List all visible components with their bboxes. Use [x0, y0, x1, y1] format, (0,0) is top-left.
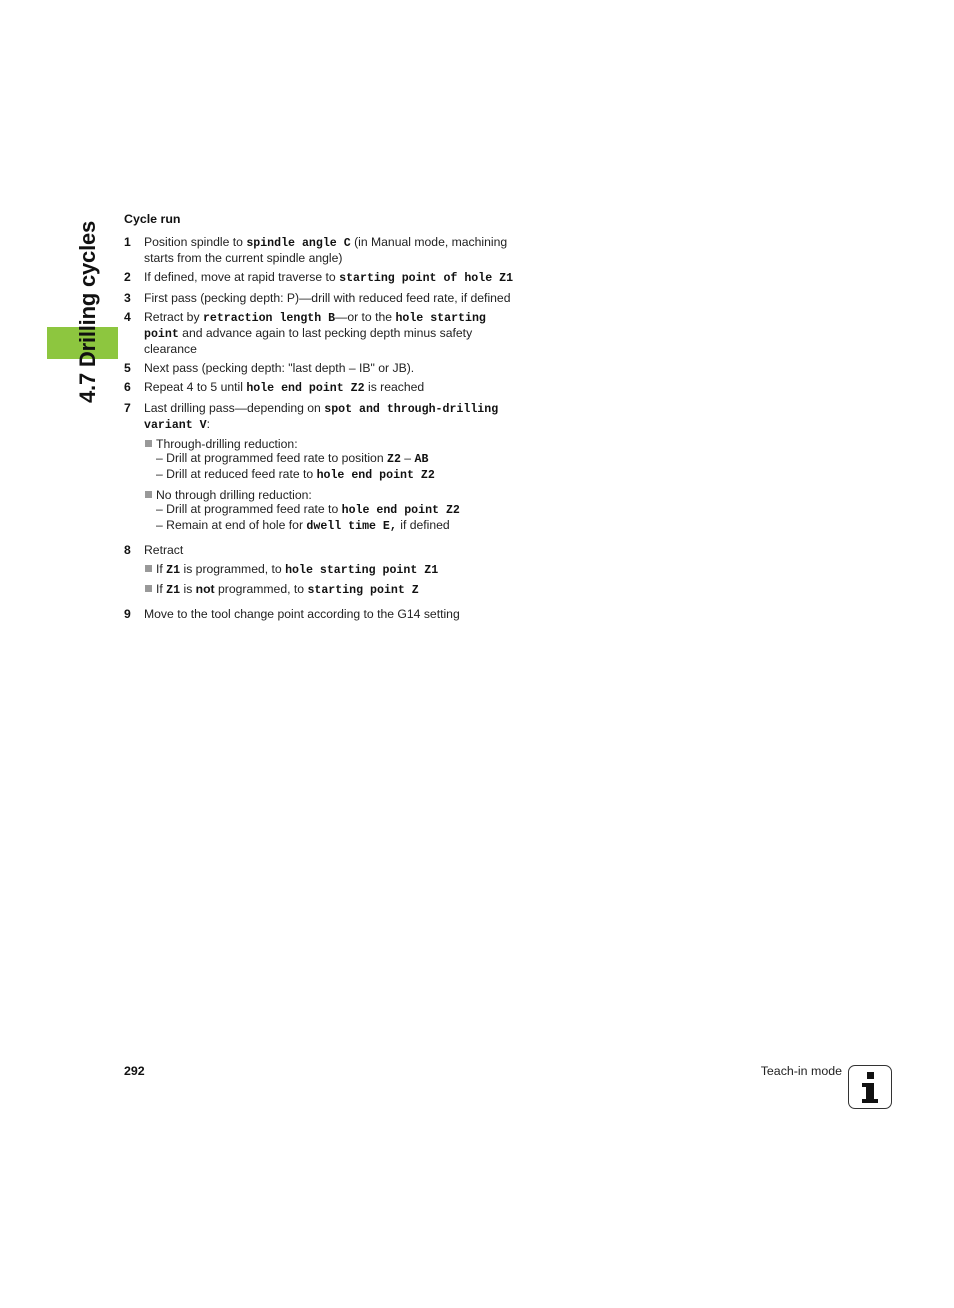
parameter-name: spindle angle C: [246, 237, 351, 250]
step-number: 6: [124, 380, 131, 394]
dash-text: –: [400, 451, 415, 465]
step-text: Retract: [144, 543, 184, 557]
bullet-text: programmed, to: [214, 582, 308, 596]
dash-item: [156, 518, 524, 534]
step-number: 5: [124, 361, 131, 375]
parameter-name: AB: [414, 453, 429, 466]
bullet-label: Through-drilling reduction:: [156, 437, 298, 451]
dash-text: – Drill at reduced feed rate to: [156, 467, 317, 481]
parameter-name: Z2: [387, 453, 401, 466]
step-text: First pass (pecking depth: P)—drill with reduced feed rate, if defined: [144, 291, 511, 305]
step-7: [124, 401, 524, 534]
step-text: Last drilling pass—depending on: [144, 401, 325, 415]
step-5: [124, 361, 524, 375]
step-number: 8: [124, 543, 131, 557]
bullet-text: is: [180, 582, 196, 596]
dash-item: [156, 467, 524, 483]
step-text: Repeat 4 to 5 until: [144, 380, 247, 394]
parameter-name: hole end point Z2: [246, 382, 365, 395]
parameter-name: Z1: [166, 564, 181, 577]
step-1: [124, 235, 524, 265]
bullet-square-icon: [145, 565, 152, 572]
step-text: Retract by: [144, 310, 203, 324]
bullet-z1-programmed: [144, 562, 524, 578]
bullet-text: If: [156, 562, 167, 576]
parameter-name: spot and through-drilling variant V: [144, 403, 499, 432]
section-heading: Cycle run: [124, 212, 181, 226]
bullet-text: is programmed, to: [180, 562, 286, 576]
step-9: [124, 607, 524, 621]
parameter-name: hole starting point: [144, 312, 486, 341]
step-number: 4: [124, 310, 131, 324]
dash-text: if defined: [396, 518, 450, 532]
dash-text: – Remain at end of hole for: [156, 518, 307, 532]
step-text: is reached: [364, 380, 425, 394]
step-number: 7: [124, 401, 131, 415]
step-number: 3: [124, 291, 131, 305]
step-3: [124, 291, 524, 305]
step-text: and advance again to last pecking depth minus safety clearance: [144, 326, 473, 356]
step-2: [124, 270, 524, 286]
parameter-name: hole starting point Z1: [285, 564, 439, 577]
step-8: [124, 543, 524, 598]
dash-item: [156, 451, 524, 467]
step-number: 1: [124, 235, 131, 249]
step-4: [124, 310, 524, 356]
step-text: Position spindle to: [144, 235, 247, 249]
bullet-square-icon: [145, 440, 152, 447]
bullet-square-icon: [145, 491, 152, 498]
step-text: Next pass (pecking depth: "last depth – IB" or JB).: [144, 361, 415, 375]
parameter-name: starting point of hole Z1: [339, 272, 514, 285]
dash-text: – Drill at programmed feed rate to position: [156, 451, 387, 465]
parameter-name: hole end point Z2: [316, 469, 435, 482]
dash-text: – Drill at programmed feed rate to: [156, 502, 342, 516]
step-6: [124, 380, 524, 396]
step-number: 9: [124, 607, 131, 621]
bullet-square-icon: [145, 585, 152, 592]
step-text: (in Manual mode, machining starts from the current spindle angle): [144, 235, 508, 265]
parameter-name: hole end point Z2: [341, 504, 460, 517]
chapter-title: 4.7 Drilling cycles: [75, 220, 100, 403]
step-text: If defined, move at rapid traverse to: [144, 270, 340, 284]
step-text: Move to the tool change point according to the G14 setting: [144, 607, 460, 621]
bullet-z1-not-programmed: [144, 582, 524, 598]
emphasis-text: not: [195, 582, 215, 596]
footer-chapter-name: Teach-in mode: [760, 1064, 842, 1078]
step-text: :: [206, 417, 211, 431]
bullet-no-through-drilling: [144, 488, 524, 534]
parameter-name: starting point Z: [307, 584, 419, 597]
parameter-name: dwell time E,: [306, 520, 397, 533]
dash-item: [156, 502, 524, 518]
bullet-label: No through drilling reduction:: [156, 488, 312, 502]
page-number: 292: [124, 1064, 145, 1078]
bullet-text: If: [156, 582, 167, 596]
step-text: —or to the: [335, 310, 396, 324]
step-number: 2: [124, 270, 131, 284]
info-icon: [848, 1065, 892, 1109]
main-content: [124, 212, 524, 626]
parameter-name: retraction length B: [202, 312, 336, 325]
bullet-through-drilling: [144, 437, 524, 483]
parameter-name: Z1: [166, 584, 181, 597]
